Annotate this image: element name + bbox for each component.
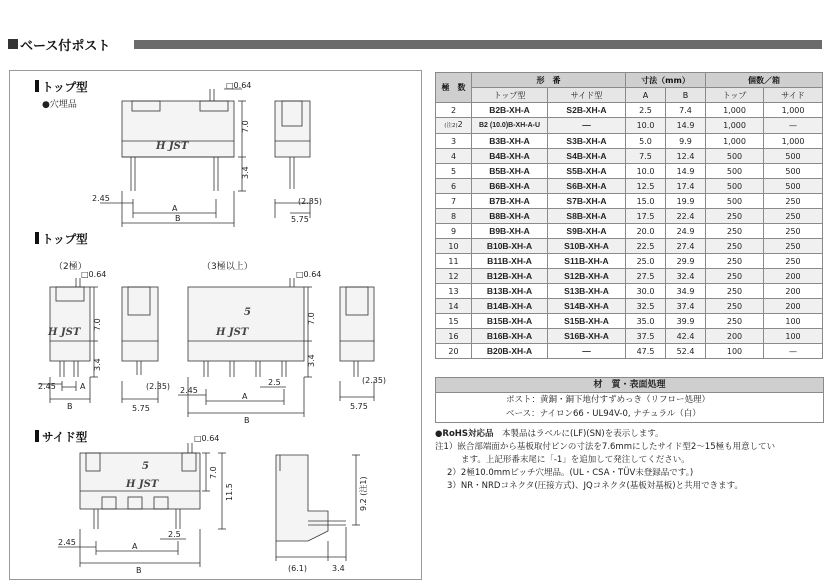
col-b: B [666, 88, 706, 103]
side-part-cell: S14B-XH-A [548, 299, 626, 314]
dim-pin-length: 3.4 [93, 358, 102, 371]
top-part-cell: B9B-XH-A [472, 224, 548, 239]
row-note: (注2) [444, 123, 458, 129]
qty-top-cell: 100 [706, 344, 764, 359]
dim-b-cell: 19.9 [666, 194, 706, 209]
qty-side-cell: 200 [764, 284, 823, 299]
table-row [436, 299, 823, 314]
dim-b: B [244, 416, 250, 425]
dim-pin-size: □0.64 [226, 81, 252, 90]
dim-height: 7.0 [93, 318, 102, 331]
qty-side-cell: — [764, 118, 823, 134]
table-row [436, 329, 823, 344]
poles-cell: 4 [436, 149, 472, 164]
dim-side-offset: (2.35) [298, 197, 323, 206]
section-sub-label: ●穴埋品 [42, 100, 77, 110]
dim-b-cell: 14.9 [666, 164, 706, 179]
poles-cell: 11 [436, 254, 472, 269]
dim-depth: 5.75 [350, 402, 368, 411]
poles-cell: 9 [436, 224, 472, 239]
side-part-cell: — [548, 344, 626, 359]
dim-b-cell: 14.9 [666, 118, 706, 134]
dim-height: 7.0 [307, 312, 316, 325]
dim-height: 7.0 [209, 466, 218, 479]
table-row [436, 134, 823, 149]
dim-a-cell: 30.0 [626, 284, 666, 299]
qty-top-cell: 250 [706, 284, 764, 299]
qty-top-cell: 1,000 [706, 118, 764, 134]
top-part-cell: B12B-XH-A [472, 269, 548, 284]
drawing-panel [9, 70, 422, 580]
dim-b: B [67, 402, 73, 411]
col-poles: 極 数 [436, 73, 472, 103]
qty-top-cell: 250 [706, 239, 764, 254]
top-part-cell: B16B-XH-A [472, 329, 548, 344]
note-1-cont: ます。上記形番末尾に「-1」を追加して発注してください。 [461, 455, 690, 465]
dim-a-cell: 20.0 [626, 224, 666, 239]
table-row [436, 149, 823, 164]
rohs-text: 本製品はラベルに(LF)(SN)を表示します。 [493, 429, 664, 439]
dim-side-height: 9.2 (注1) [359, 476, 368, 511]
header-bar [134, 40, 822, 49]
side-part-cell: S11B-XH-A [548, 254, 626, 269]
top-part-cell: B6B-XH-A [472, 179, 548, 194]
side-type-side-view [276, 455, 346, 541]
qty-top-cell: 1,000 [706, 134, 764, 149]
dim-a-cell: 27.5 [626, 269, 666, 284]
dim-b-cell: 24.9 [666, 224, 706, 239]
qty-top-cell: 250 [706, 224, 764, 239]
poles-cell: 15 [436, 314, 472, 329]
note-1: 注1）嵌合部端面から基板取付ピンの寸法を7.6mmにしたサイド型2～15極も用意してい [435, 442, 776, 452]
top-part-cell: B4B-XH-A [472, 149, 548, 164]
dim-b-cell: 34.9 [666, 284, 706, 299]
table-row [436, 194, 823, 209]
dim-height: 7.0 [241, 120, 250, 133]
dim-a-cell: 37.5 [626, 329, 666, 344]
dim-side-offset: (2.35) [362, 376, 387, 385]
jst-mark: H JST [156, 141, 189, 152]
dim-pitch: 2.5 [268, 378, 281, 387]
top-part-cell: B2 (10.0)B-XH-A-U [472, 118, 548, 134]
top-type-front-view [122, 89, 234, 191]
side-part-cell: S2B-XH-A [548, 103, 626, 118]
dim-a-cell: 35.0 [626, 314, 666, 329]
material-base: ベース：ナイロン66・UL94V-0, ナチュラル（白） [506, 409, 701, 419]
material-box [435, 377, 824, 423]
header-title: ベース付ポスト [20, 39, 111, 54]
dim-b-cell: 7.4 [666, 103, 706, 118]
dim-a-cell: 47.5 [626, 344, 666, 359]
material-title: 材 質・表面処理 [436, 378, 823, 393]
section-header [8, 37, 822, 52]
col-part-number: 形 番 [472, 73, 626, 88]
dim-b-cell: 12.4 [666, 149, 706, 164]
poles-cell: 10 [436, 239, 472, 254]
dim-b-cell: 17.4 [666, 179, 706, 194]
dim-b-cell: 9.9 [666, 134, 706, 149]
poles-cell [436, 118, 472, 134]
side-part-cell: S9B-XH-A [548, 224, 626, 239]
poles-cell: 14 [436, 299, 472, 314]
dim-b-cell: 27.4 [666, 239, 706, 254]
table-row [436, 209, 823, 224]
dim-b: B [175, 214, 181, 223]
pole-number: 5 [244, 307, 251, 318]
side-part-cell: — [548, 118, 626, 134]
qty-side-cell: 200 [764, 299, 823, 314]
qty-side-cell: 100 [764, 314, 823, 329]
side-part-cell: S12B-XH-A [548, 269, 626, 284]
dim-a: A [80, 382, 86, 391]
connector-drawings [10, 71, 421, 579]
qty-top-cell: 500 [706, 164, 764, 179]
jst-mark: H JST [216, 327, 249, 338]
section-title: トップ型 [42, 80, 88, 94]
poles-cell: 7 [436, 194, 472, 209]
side-part-cell: S5B-XH-A [548, 164, 626, 179]
dim-a-cell: 17.5 [626, 209, 666, 224]
rohs-note [435, 428, 830, 441]
dim-a-cell: 22.5 [626, 239, 666, 254]
side-part-cell: S8B-XH-A [548, 209, 626, 224]
qty-side-cell: 250 [764, 209, 823, 224]
col-top-type: トップ型 [472, 88, 548, 103]
top-part-cell: B7B-XH-A [472, 194, 548, 209]
poles-cell: 12 [436, 269, 472, 284]
dim-side-offset: (2.35) [146, 382, 171, 391]
poles-cell: 3 [436, 134, 472, 149]
top-part-cell: B8B-XH-A [472, 209, 548, 224]
dim-b-cell: 37.4 [666, 299, 706, 314]
table-row [436, 118, 823, 134]
qty-top-cell: 500 [706, 179, 764, 194]
dim-offset: 2.45 [38, 382, 56, 391]
table-row [436, 224, 823, 239]
top-part-cell: B20B-XH-A [472, 344, 548, 359]
table-row [436, 164, 823, 179]
row-poles: 2 [457, 120, 463, 129]
qty-side-cell: 250 [764, 254, 823, 269]
qty-side-cell: — [764, 344, 823, 359]
dim-depth: 5.75 [291, 215, 309, 224]
jst-mark: H JST [126, 479, 159, 490]
top-part-cell: B3B-XH-A [472, 134, 548, 149]
jst-mark: H JST [48, 327, 81, 338]
notes-block [435, 428, 830, 493]
dim-pin-size: □0.64 [296, 270, 322, 279]
spec-table-body [436, 103, 823, 359]
dim-b-cell: 39.9 [666, 314, 706, 329]
dim-b-cell: 22.4 [666, 209, 706, 224]
poles-cell: 6 [436, 179, 472, 194]
qty-top-cell: 1,000 [706, 103, 764, 118]
dim-a-cell: 5.0 [626, 134, 666, 149]
poles-cell: 5 [436, 164, 472, 179]
section-title: サイド型 [42, 430, 88, 444]
table-row [436, 179, 823, 194]
dim-a-cell: 15.0 [626, 194, 666, 209]
poles-cell: 2 [436, 103, 472, 118]
dim-a-cell: 7.5 [626, 149, 666, 164]
table-row [436, 239, 823, 254]
table-row [436, 314, 823, 329]
dim-pin-length: 3.4 [307, 354, 316, 367]
spec-table [435, 72, 823, 359]
dim-pitch: 2.5 [168, 530, 181, 539]
table-row [436, 254, 823, 269]
pole-number: 5 [142, 461, 149, 472]
dim-a: A [132, 542, 138, 551]
dim-a-cell: 32.5 [626, 299, 666, 314]
top-part-cell: B2B-XH-A [472, 103, 548, 118]
side-part-cell: S3B-XH-A [548, 134, 626, 149]
dim-offset: 2.45 [58, 538, 76, 547]
qty-top-cell: 200 [706, 329, 764, 344]
three-pole-label: （3極以上） [202, 262, 253, 272]
dim-b-cell: 32.4 [666, 269, 706, 284]
dim-b-cell: 29.9 [666, 254, 706, 269]
qty-side-cell: 1,000 [764, 103, 823, 118]
side-part-cell: S10B-XH-A [548, 239, 626, 254]
top-part-cell: B15B-XH-A [472, 314, 548, 329]
table-row [436, 344, 823, 359]
top-part-cell: B11B-XH-A [472, 254, 548, 269]
col-qty-side: サイド [764, 88, 823, 103]
material-post: ポスト：黄銅・銅下地付すずめっき（リフロー処理） [506, 395, 711, 405]
dim-a-cell: 2.5 [626, 103, 666, 118]
poles-cell: 8 [436, 209, 472, 224]
top-part-cell: B5B-XH-A [472, 164, 548, 179]
top-part-cell: B14B-XH-A [472, 299, 548, 314]
section-title: トップ型 [42, 232, 88, 246]
side-part-cell: S6B-XH-A [548, 179, 626, 194]
qty-top-cell: 250 [706, 269, 764, 284]
side-part-cell: S4B-XH-A [548, 149, 626, 164]
dim-a-cell: 12.5 [626, 179, 666, 194]
dim-pin-size: □0.64 [81, 270, 107, 279]
dim-offset: 2.45 [180, 386, 198, 395]
col-a: A [626, 88, 666, 103]
table-row [436, 103, 823, 118]
qty-top-cell: 500 [706, 194, 764, 209]
qty-side-cell: 250 [764, 224, 823, 239]
qty-side-cell: 500 [764, 164, 823, 179]
qty-side-cell: 1,000 [764, 134, 823, 149]
dim-total-height: 11.5 [225, 483, 234, 501]
side-part-cell: S16B-XH-A [548, 329, 626, 344]
qty-side-cell: 250 [764, 194, 823, 209]
dim-a-cell: 10.0 [626, 118, 666, 134]
top-part-cell: B13B-XH-A [472, 284, 548, 299]
dim-pin-size: □0.64 [194, 434, 220, 443]
dim-side-pin: 3.4 [332, 564, 345, 573]
poles-cell: 20 [436, 344, 472, 359]
side-part-cell: S7B-XH-A [548, 194, 626, 209]
qty-side-cell: 200 [764, 269, 823, 284]
header-square-icon [8, 39, 18, 49]
col-side-type: サイド型 [548, 88, 626, 103]
dim-b-cell: 52.4 [666, 344, 706, 359]
dim-b-cell: 42.4 [666, 329, 706, 344]
note-2: 2）2極10.0mmピッチ穴埋品。(UL・CSA・TÜV未登録品です。) [447, 468, 694, 478]
col-qty: 個数／箱 [706, 73, 823, 88]
dim-b: B [136, 566, 142, 575]
dim-a: A [172, 204, 178, 213]
poles-cell: 16 [436, 329, 472, 344]
poles-cell: 13 [436, 284, 472, 299]
side-part-cell: S13B-XH-A [548, 284, 626, 299]
table-row [436, 284, 823, 299]
qty-top-cell: 250 [706, 299, 764, 314]
side-part-cell: S15B-XH-A [548, 314, 626, 329]
dim-side-depth: (6.1) [288, 564, 307, 573]
rohs-label: ●RoHS対応品 [435, 429, 494, 439]
dim-depth: 5.75 [132, 404, 150, 413]
table-row [436, 269, 823, 284]
qty-top-cell: 250 [706, 314, 764, 329]
qty-top-cell: 500 [706, 149, 764, 164]
dim-pin-length: 3.4 [241, 166, 250, 179]
top-part-cell: B10B-XH-A [472, 239, 548, 254]
dim-a-cell: 10.0 [626, 164, 666, 179]
qty-side-cell: 100 [764, 329, 823, 344]
col-qty-top: トップ [706, 88, 764, 103]
two-pole-label: （2極） [54, 262, 87, 272]
qty-side-cell: 250 [764, 239, 823, 254]
dim-a: A [242, 392, 248, 401]
qty-top-cell: 250 [706, 209, 764, 224]
qty-side-cell: 500 [764, 149, 823, 164]
qty-top-cell: 250 [706, 254, 764, 269]
dim-offset: 2.45 [92, 194, 110, 203]
dim-a-cell: 25.0 [626, 254, 666, 269]
note-3: 3）NR・NRDコネクタ(圧接方式)、JQコネクタ(基板対基板)と共用できます。 [447, 481, 743, 491]
col-dimensions: 寸法（mm） [626, 73, 706, 88]
qty-side-cell: 500 [764, 179, 823, 194]
